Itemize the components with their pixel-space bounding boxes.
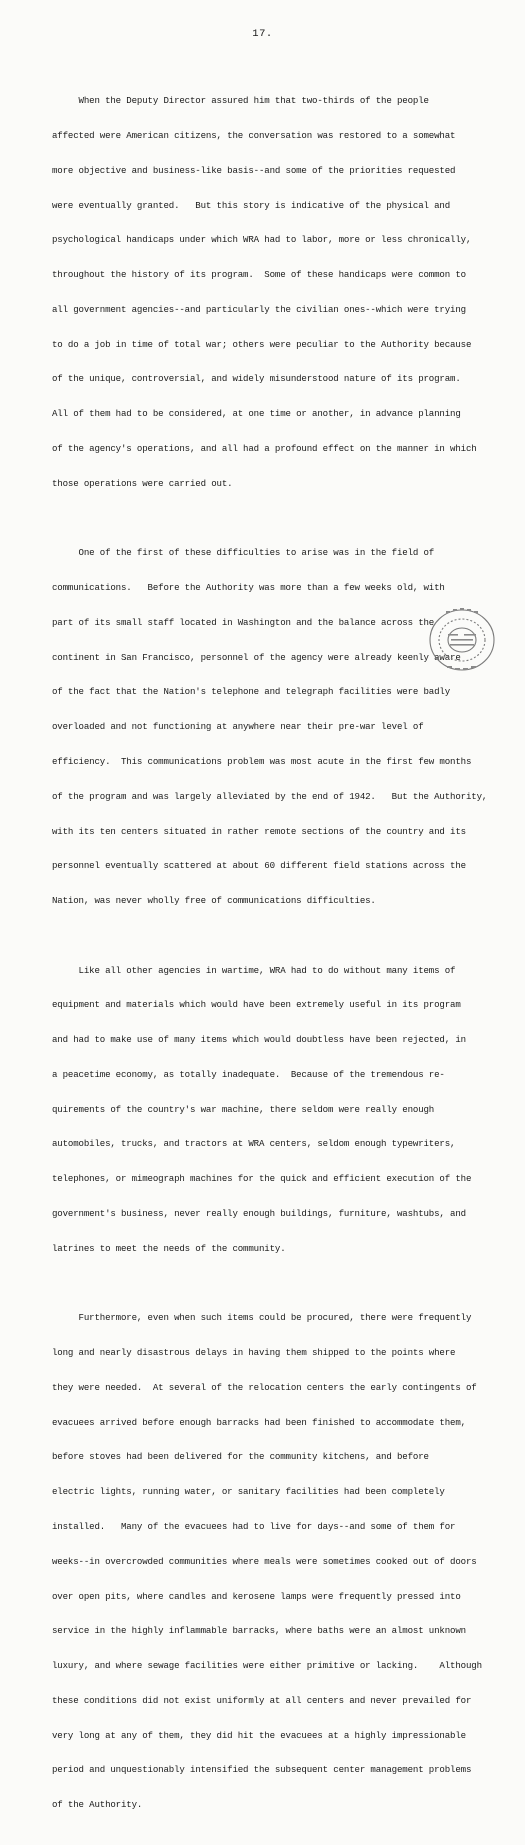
text-line: equipment and materials which would have been extremely useful in its program [52, 999, 461, 1011]
text-line: Nation, was never wholly free of communications difficulties. [52, 895, 376, 907]
text-line: were eventually granted. But this story is indicative of the physical and [52, 199, 451, 211]
text-line: psychological handicaps under which WRA had to labor, more or less chronically, [52, 234, 472, 246]
text-line: of the agency's operations, and all had a profound effect on the manner in which [52, 443, 477, 454]
text-line: all government agencies--and particularly the civilian ones--which were trying [52, 303, 466, 315]
text-line: of the Authority. [52, 1799, 143, 1811]
text-line: these conditions did not exist uniformly at all centers and never prevailed for [52, 1694, 472, 1706]
text-line: automobiles, trucks, and tractors at WRA centers, seldom enough typewriters, [52, 1138, 456, 1150]
text-line: affected were American citizens, the conversation was restored to a somewhat [52, 129, 456, 141]
page-number: 17. [252, 28, 273, 40]
text-line: latrines to meet the needs of the community. [52, 1242, 286, 1254]
text-line: with its ten centers situated in rather remote sections of the country and its [52, 825, 466, 837]
text-line: a peacetime economy, as totally inadequate. Because of the tremendous re- [52, 1068, 445, 1080]
text-line: part of its small staff located in Washington and the balance across the [52, 616, 435, 628]
paragraph [52, 72, 484, 513]
text-line: weeks--in overcrowded communities where meals were sometimes cooked out of doors [52, 1555, 477, 1567]
text-line: and had to make use of many items which would doubtless have been rejected, in [52, 1034, 466, 1046]
text-line: those operations were carried out. [52, 477, 233, 489]
text-line: personnel eventually scattered at about 60 different field stations across the [52, 860, 466, 872]
text-line: installed. Many of the evacuees had to live for days--and some of them for [52, 1520, 456, 1532]
text-line: more objective and business-like basis--and some of the priorities requested [52, 164, 456, 176]
text-line: Furthermore, even when such items could be procured, there were frequently [52, 1312, 472, 1324]
paragraph [52, 1289, 484, 1834]
text-line: luxury, and where sewage facilities were either primitive or lacking. Although [52, 1660, 482, 1672]
text-line: When the Deputy Director assured him that two-thirds of the people [52, 95, 429, 107]
text-line: electric lights, running water, or sanitary facilities had been completely [52, 1486, 445, 1498]
text-line: One of the first of these difficulties to arise was in the field of [52, 547, 435, 559]
text-line: of the unique, controversial, and widely misunderstood nature of its program. [52, 373, 461, 385]
text-line: throughout the history of its program. Some of these handicaps were common to [52, 269, 466, 281]
text-line: Like all other agencies in wartime, WRA had to do without many items of [52, 964, 456, 976]
text-line: over open pits, where candles and kerosene lamps were frequently pressed into [52, 1590, 461, 1602]
text-line: efficiency. This communications problem was most acute in the first few months [52, 755, 472, 767]
text-line: quirements of the country's war machine, there seldom were really enough [52, 1103, 435, 1115]
text-line: communications. Before the Authority was more than a few weeks old, with [52, 582, 445, 594]
text-line: they were needed. At several of the relocation centers the early contingents of [52, 1381, 477, 1393]
document-body [52, 72, 488, 1845]
seal-stamp-icon [420, 604, 500, 680]
text-line: of the program and was largely alleviated by the end of 1942. But the Authority, [52, 790, 488, 802]
text-line: before stoves had been delivered for the community kitchens, and before [52, 1451, 429, 1463]
paragraph [52, 941, 484, 1277]
text-line: very long at any of them, they did hit the evacuees at a highly impressionable [52, 1729, 466, 1741]
text-line: overloaded and not functioning at anywhere near their pre-war level of [52, 721, 424, 733]
text-line: of the fact that the Nation's telephone and telegraph facilities were badly [52, 686, 451, 698]
text-line: to do a job in time of total war; others were peculiar to the Authority because [52, 338, 472, 350]
text-line: period and unquestionably intensified the subsequent center management problems [52, 1764, 472, 1776]
paragraph [52, 524, 488, 930]
text-line: continent in San Francisco, personnel of the agency were already keenly aware [52, 651, 461, 663]
text-line: evacuees arrived before enough barracks had been finished to accommodate them, [52, 1416, 466, 1428]
text-line: telephones, or mimeograph machines for the quick and efficient execution of the [52, 1173, 472, 1185]
text-line: long and nearly disastrous delays in having them shipped to the points where [52, 1347, 456, 1359]
text-line: government's business, never really enough buildings, furniture, washtubs, and [52, 1208, 466, 1219]
text-line: service in the highly inflammable barracks, where baths were an almost unknown [52, 1625, 466, 1637]
text-line: All of them had to be considered, at one time or another, in advance planning [52, 408, 461, 420]
